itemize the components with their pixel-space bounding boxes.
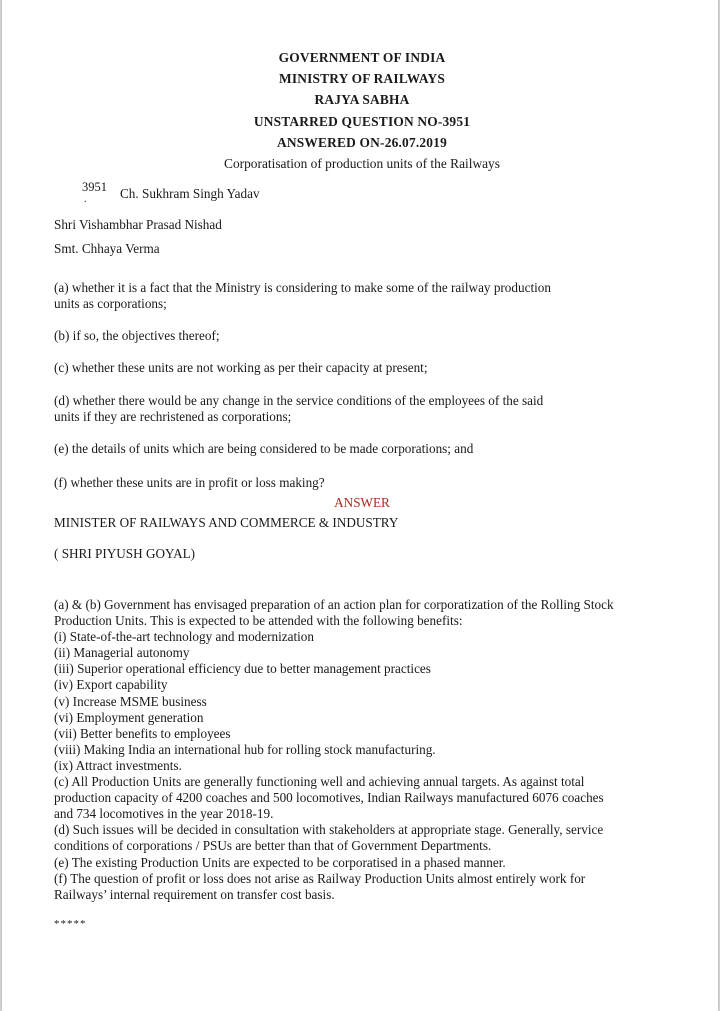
member-name: Ch. Sukhram Singh Yadav (120, 186, 260, 201)
answer-line: (i) State-of-the-art technology and modernization (54, 629, 314, 645)
question-c: (c) whether these units are not working as per their capacity at present; (54, 360, 428, 375)
question-e: (e) the details of units which are being considered to be made corporations; and (54, 441, 474, 456)
question-number-dot: . (84, 194, 87, 205)
answer-line: (v) Increase MSME business (54, 693, 207, 709)
answer-line: (viii) Making India an international hub for rolling stock manufacturing. (54, 741, 436, 757)
question-b: (b) if so, the objectives thereof; (54, 328, 220, 343)
question-subject: Corporatisation of production units of the Railways (224, 156, 500, 171)
question-a-continued: units as corporations; (54, 296, 167, 311)
document-page (2, 0, 718, 1011)
header-government: GOVERNMENT OF INDIA (278, 50, 446, 65)
answer-line: (d) Such issues will be decided in consultation with stakeholders at appropriate stage. Generally, service (54, 822, 604, 838)
question-d-continued: units if they are rechristened as corporations; (54, 409, 292, 424)
answer-line: production capacity of 4200 coaches and 500 locomotives, Indian Railways manufactured 6076 coaches (54, 790, 604, 806)
answer-body (54, 597, 614, 903)
answer-line: (iv) Export capability (54, 677, 168, 693)
minister-title: MINISTER OF RAILWAYS AND COMMERCE & INDUSTRY (54, 515, 399, 530)
answer-heading: ANSWER (334, 495, 390, 510)
answer-line: conditions of corporations / PSUs are better than that of Government Departments. (54, 838, 492, 854)
answer-line: and 734 locomotives in the year 2018-19. (54, 806, 274, 822)
question-number: 3951 (82, 180, 107, 194)
member-name: Smt. Chhaya Verma (54, 241, 160, 256)
question-d: (d) whether there would be any change in the service conditions of the employees of the said (54, 393, 544, 408)
header-ministry: MINISTRY OF RAILWAYS (279, 71, 445, 86)
end-mark: ***** (54, 918, 87, 930)
header-question-number: UNSTARRED QUESTION NO-3951 (253, 114, 471, 129)
header-answered-date: ANSWERED ON-26.07.2019 (277, 135, 447, 150)
answer-line: (e) The existing Production Units are expected to be corporatised in a phased manner. (54, 854, 506, 870)
minister-name: ( SHRI PIYUSH GOYAL) (54, 546, 196, 561)
answer-line: Railways’ internal requirement on transfer cost basis. (54, 886, 335, 902)
answer-line: (ii) Managerial autonomy (54, 645, 190, 661)
question-f: (f) whether these units are in profit or loss making? (54, 475, 325, 490)
answer-line: (a) & (b) Government has envisaged preparation of an action plan for corporatization of the Rolling Stock (54, 597, 614, 612)
answer-line: (c) All Production Units are generally functioning well and achieving annual targets. As against total (54, 774, 585, 790)
answer-line: (f) The question of profit or loss does not arise as Railway Production Units almost entirely work for (54, 870, 586, 886)
member-name: Shri Vishambhar Prasad Nishad (54, 217, 222, 232)
answer-line: Production Units. This is expected to be attended with the following benefits: (54, 613, 463, 629)
answer-line: (vi) Employment generation (54, 709, 204, 725)
header-house: RAJYA SABHA (314, 92, 410, 107)
question-a: (a) whether it is a fact that the Ministry is considering to make some of the railway production (54, 280, 551, 295)
answer-line: (vii) Better benefits to employees (54, 725, 231, 741)
answer-line: (iii) Superior operational efficiency due to better management practices (54, 661, 431, 677)
answer-line: (ix) Attract investments. (54, 757, 182, 773)
